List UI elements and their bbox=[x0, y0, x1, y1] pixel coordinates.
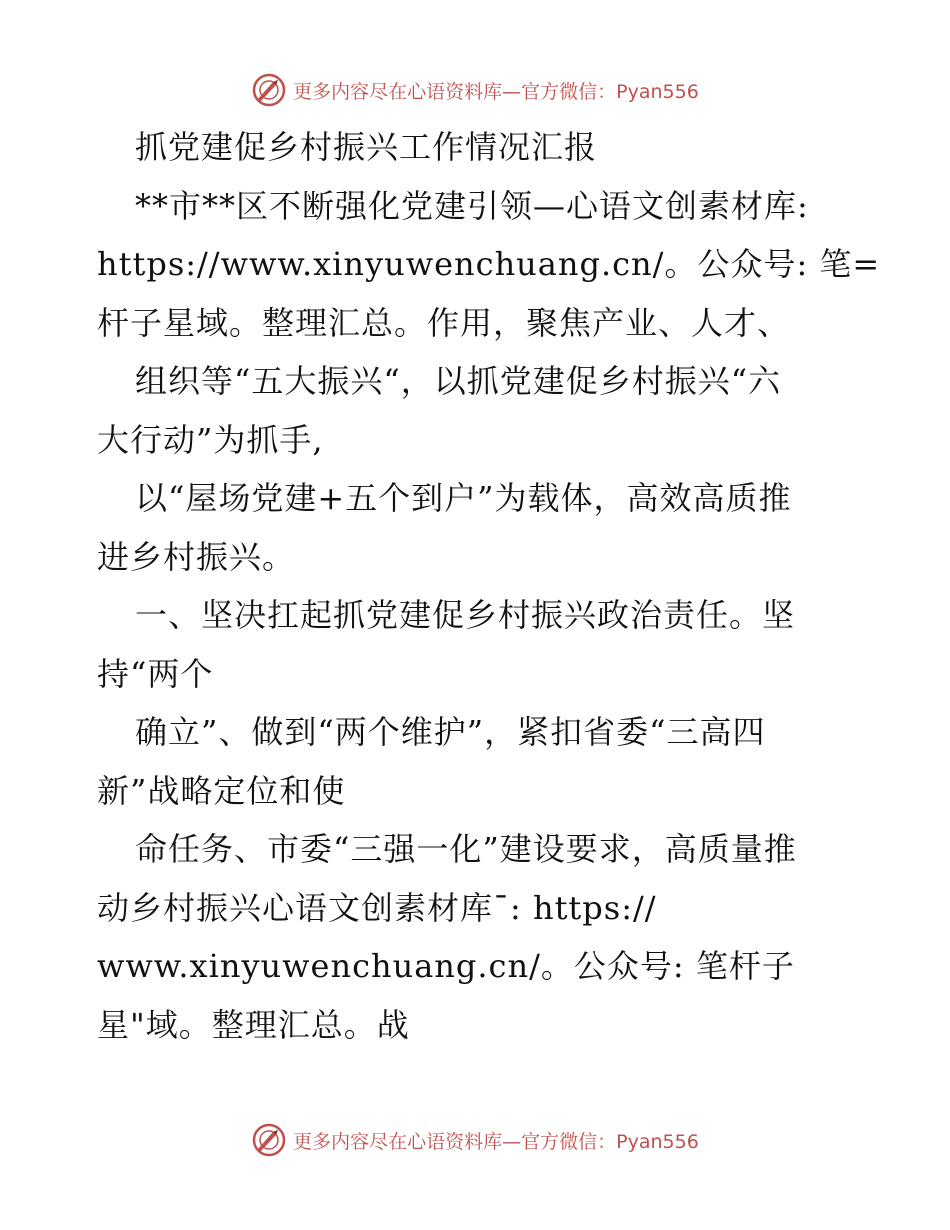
paragraph-line: 持“两个 bbox=[97, 654, 214, 693]
quill-logo-icon bbox=[251, 72, 287, 108]
paragraph-line: 以“屋场党建+五个到户”为载体，高效高质推 bbox=[135, 479, 792, 517]
paragraph-line: www.xinyuwenchuang.cn/。公众号: 笔杆子 bbox=[97, 947, 795, 985]
header-banner bbox=[0, 70, 950, 110]
document-body bbox=[97, 118, 881, 1054]
paragraph-line: https://www.xinyuwenchuang.cn/。公众号: 笔= bbox=[97, 245, 881, 283]
header-wechat-id: Pyan556 bbox=[616, 80, 699, 103]
footer-wechat-id: Pyan556 bbox=[616, 1130, 699, 1153]
footer-banner-text: 更多内容尽在心语资料库—官方微信： bbox=[293, 1130, 617, 1153]
paragraph-line: 动乡村振兴心语文创素材库¯: https:// bbox=[97, 888, 657, 927]
header-banner-text: 更多内容尽在心语资料库—官方微信： bbox=[293, 80, 617, 103]
paragraph-line: 大行动”为抓手, bbox=[97, 420, 324, 459]
paragraph-line: 组织等“五大振兴“，以抓党建促乡村振兴“六 bbox=[135, 362, 782, 400]
section-heading: 一、坚决扛起抓党建促乡村振兴政治责任。坚 bbox=[135, 596, 796, 634]
paragraph-line: 杆子星域。整理汇总。作用，聚焦产业、人才、 bbox=[97, 303, 791, 342]
quill-logo-icon bbox=[251, 1122, 287, 1158]
footer-banner bbox=[0, 1120, 950, 1160]
document-title: 抓党建促乡村振兴工作情况汇报 bbox=[135, 128, 598, 166]
paragraph-line: **市**区不断强化党建引领—心语文创素材库: bbox=[135, 186, 809, 225]
paragraph-line: 确立”、做到“两个维护”，紧扣省委“三高四 bbox=[135, 713, 766, 751]
paragraph-line: 进乡村振兴。 bbox=[97, 537, 296, 576]
paragraph-line: 新”战略定位和使 bbox=[97, 771, 346, 810]
paragraph-line: 星"域。整理汇总。战 bbox=[97, 1005, 410, 1044]
paragraph-line: 命任务、市委“三强一化”建设要求，高质量推 bbox=[135, 830, 797, 868]
